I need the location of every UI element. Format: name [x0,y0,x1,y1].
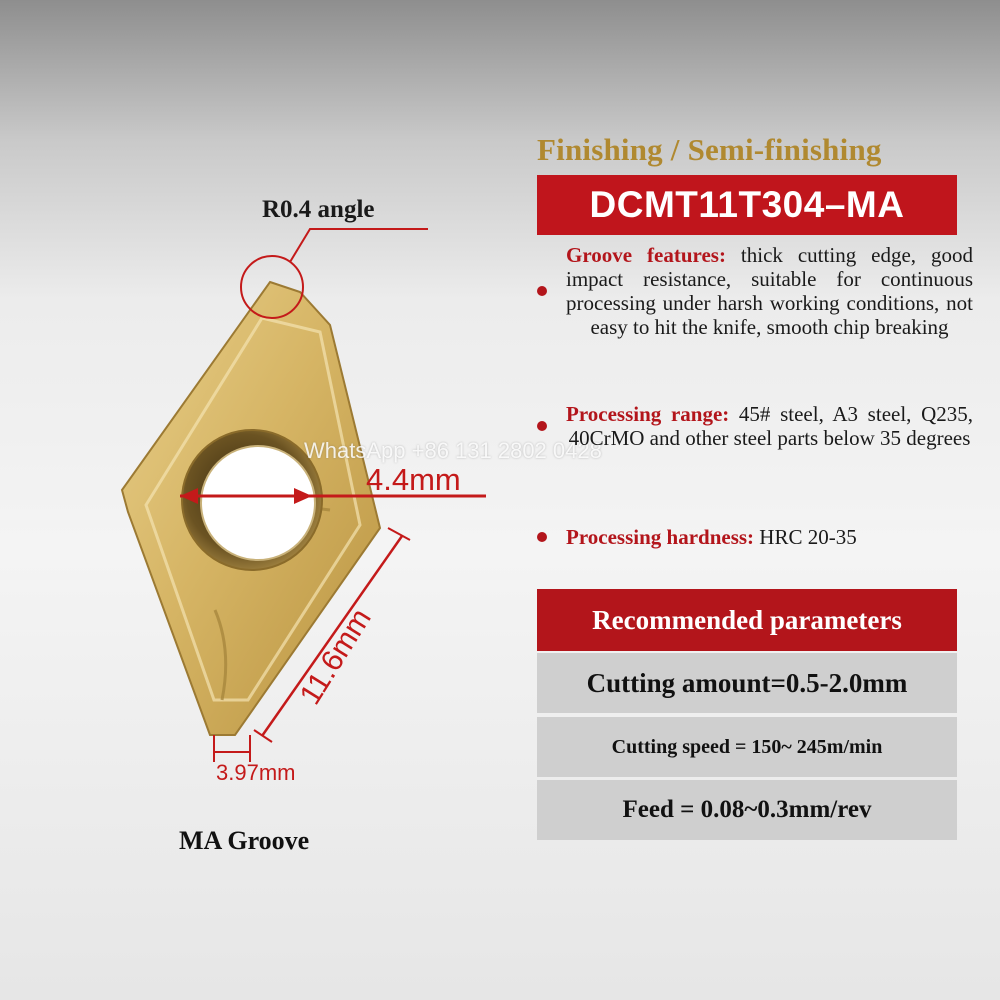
length-dimension-label: 11.6mm [293,602,378,711]
feature-description: 45# steel, A3 steel, Q235, 40CrMO and other steel parts below 35 degrees [568,402,974,450]
feature-label: Processing hardness: [566,525,755,549]
parameter-cutting-amount: Cutting amount=0.5-2.0mm [537,653,957,713]
contact-watermark: WhatsApp +86 131 2802 0428 [304,438,602,463]
groove-type-label: MA Groove [179,826,310,855]
bullet-icon [537,286,547,296]
length-tick-bottom [254,730,272,742]
corner-leader-line [290,229,428,262]
insert-hole-inner [201,446,315,560]
parameter-feed: Feed = 0.08~0.3mm/rev [537,780,957,840]
feature-text [566,525,973,549]
corner-radius-label: R0.4 angle [262,196,375,223]
feature-label: Groove features: [566,243,726,267]
thickness-dimension-label: 3.97mm [216,760,296,785]
feature-description: HRC 20-35 [754,525,857,549]
feature-text [566,402,973,450]
feature-description: thick cutting edge, good impact resistance, suitable for continuous processing under harsh working conditions, not easy to hit the knife, smooth chip breaking [566,243,973,339]
hole-dimension-label: 4.4mm [366,462,461,497]
feature-hardness [537,525,973,549]
parameters-heading: Recommended parameters [537,589,957,651]
bullet-icon [537,532,547,542]
model-number-banner: DCMT11T304–MA [537,175,957,235]
feature-groove [537,243,973,339]
feature-text [566,243,973,339]
parameter-cutting-speed: Cutting speed = 150~ 245m/min [537,717,957,777]
application-subtitle: Finishing / Semi-finishing [537,132,882,167]
feature-range [537,402,973,450]
feature-label: Processing range: [566,402,730,426]
bullet-icon [537,421,547,431]
